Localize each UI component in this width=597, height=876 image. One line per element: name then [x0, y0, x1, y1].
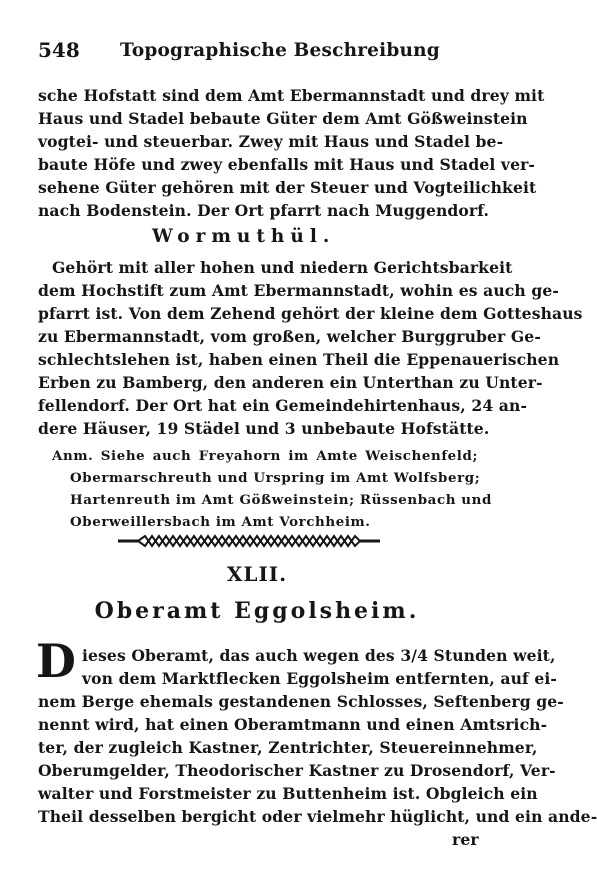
text-line: Oberumgelder, Theodorischer Kastner zu Drosendorf, Ver- — [38, 761, 556, 780]
chapter-title: Oberamt Eggolsheim. — [94, 598, 420, 624]
note-line: Oberweillersbach im Amt Vorchheim. — [70, 514, 371, 530]
text-line: sehene Güter gehören mit der Steuer und Vogteilichkeit — [38, 178, 537, 197]
page-header — [38, 38, 482, 68]
chapter-number: XLII. — [226, 562, 288, 586]
text-line: dem Hochstift zum Amt Ebermannstadt, wohin es auch ge- — [38, 281, 559, 300]
drop-cap: D — [36, 634, 76, 688]
text-line: pfarrt ist. Von dem Zehend gehört der kleine dem Gotteshaus — [38, 304, 583, 323]
note-line: Hartenreuth im Amt Gößweinstein; Rüssenbach und — [70, 492, 492, 508]
text-line: nach Bodenstein. Der Ort pfarrt nach Muggendorf. — [38, 201, 490, 220]
note-line: Anm. Siehe auch Freyahorn im Amte Weischenfeld; — [52, 448, 478, 464]
text-line: vogtei- und steuerbar. Zwey mit Haus und Stadel be- — [38, 132, 504, 151]
catchword: rer — [452, 830, 479, 849]
text-line: walter und Forstmeister zu Buttenheim ist. Obgleich ein — [38, 784, 538, 803]
text-line: dere Häuser, 19 Städel und 3 unbebaute Hofstätte. — [38, 419, 490, 438]
text-line: zu Ebermannstadt, vom großen, welcher Burggruber Ge- — [38, 327, 541, 346]
text-line: nem Berge ehemals gestandenen Schlosses, Seftenberg ge- — [38, 692, 564, 711]
text-line: Theil desselben bergicht oder vielmehr hüglicht, und ein ande- — [38, 807, 597, 826]
text-line: baute Höfe und zwey ebenfalls mit Haus und Stadel ver- — [38, 155, 535, 174]
text-line: Haus und Stadel bebaute Güter dem Amt Gößweinstein — [38, 109, 528, 128]
running-title: Topographische Beschreibung — [120, 40, 440, 61]
page-number: 548 — [38, 38, 80, 62]
text-line: Erben zu Bamberg, den anderen ein Unterthan zu Unter- — [38, 373, 543, 392]
ornamental-divider — [118, 534, 380, 548]
text-line: Gehört mit aller hohen und niedern Gerichtsbarkeit — [52, 258, 513, 277]
note-line: Obermarschreuth und Urspring im Amt Wolfsberg; — [70, 470, 481, 486]
place-heading: Wormuthül. — [152, 226, 336, 247]
text-line: nennt wird, hat einen Oberamtmann und einen Amtsrich- — [38, 715, 548, 734]
text-line: fellendorf. Der Ort hat ein Gemeindehirtenhaus, 24 an- — [38, 396, 528, 415]
text-line: schlechtslehen ist, haben einen Theil die Eppenauerischen — [38, 350, 560, 369]
text-line: ieses Oberamt, das auch wegen des 3/4 Stunden weit, — [82, 646, 556, 665]
text-line: sche Hofstatt sind dem Amt Ebermannstadt und drey mit — [38, 86, 545, 105]
text-line: ter, der zugleich Kastner, Zentrichter, Steuereinnehmer, — [38, 738, 538, 757]
text-line: von dem Marktflecken Eggolsheim entfernten, auf ei- — [82, 669, 557, 688]
